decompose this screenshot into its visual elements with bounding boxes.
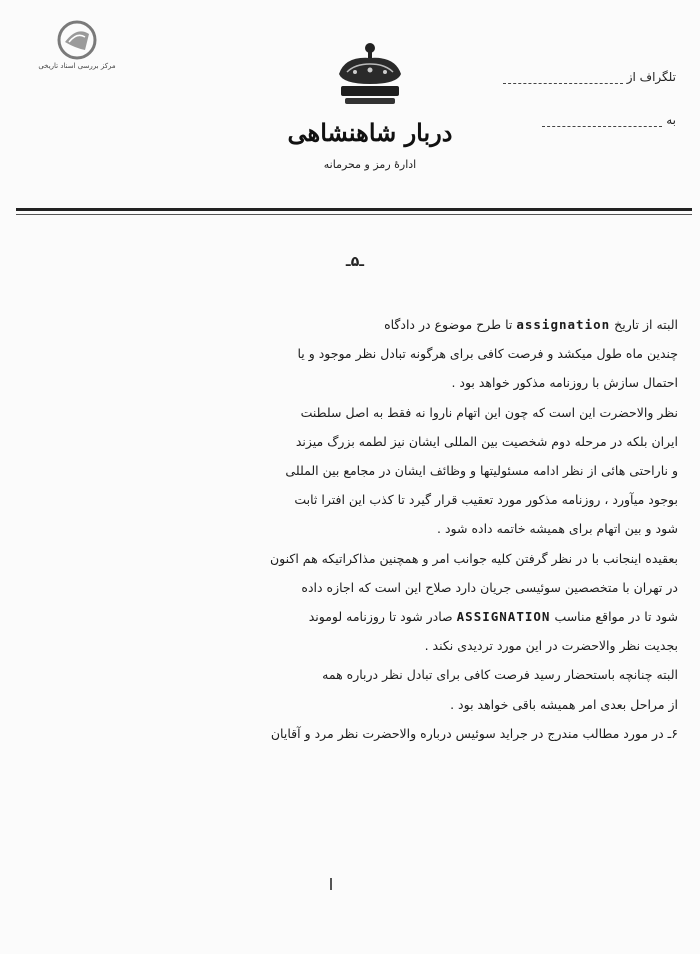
- page-number: ـ۵ـ: [345, 254, 365, 270]
- page-mark: [330, 878, 332, 890]
- body-line: احتمال سازش با روزنامه مذکور خواهد بود .: [451, 375, 678, 391]
- latin-term: assignation: [516, 317, 611, 332]
- archive-watermark: [22, 20, 132, 80]
- header-rule: [16, 208, 692, 211]
- letter-body: [22, 310, 678, 748]
- body-line: شود و بین اتهام برای همیشه خاتمه داده شود .: [437, 521, 678, 537]
- telegram-from-field: [503, 70, 676, 84]
- body-line: بعقیده اینجانب با در نظر گرفتن کلیه جوانب امر و همچنین مذاکراتیکه هم اکنون: [269, 550, 678, 566]
- body-line: در تهران با متخصصین سوئیسی جریان دارد صلاح این است که اجازه داده: [301, 579, 678, 595]
- body-line: بجدیت نظر والاحضرت در این مورد تردیدی نکند .: [424, 638, 678, 654]
- court-title: دربار شاهنشاهی: [287, 118, 453, 147]
- document-center-logo-icon: [57, 20, 97, 60]
- body-line: ایران بلکه در مرحله دوم شخصیت بین المللی ایشان نیز لطمه بزرگ میزند: [295, 433, 678, 449]
- header-rule-thin: [16, 214, 692, 215]
- department-name: ادارهٔ رمز و محرمانه: [323, 158, 417, 171]
- latin-term: ASSIGNATION: [456, 609, 551, 625]
- crown-emblem-icon: [325, 40, 415, 112]
- telegram-to-line: [542, 114, 662, 127]
- body-line: نظر والاحضرت این است که چون این اتهام ناروا نه فقط به اصل سلطنت: [300, 404, 678, 420]
- body-line: شود تا در مواقع مناسب ASSIGNATION صادر شود تا روزنامه لوموند: [308, 609, 678, 625]
- watermark-text: مرکز بررسی اسناد تاریخی: [38, 62, 116, 70]
- body-line: البته چنانچه باستحضار رسید فرصت کافی برای تبادل نظر درباره همه: [322, 667, 678, 683]
- body-line: چندین ماه طول میکشد و فرصت کافی برای هرگونه تبادل نظر موجود و یا: [297, 346, 678, 362]
- body-line: و ناراحتی هائی از نظر ادامه مسئولیتها و وظائف ایشان در مجامع بین المللی: [285, 463, 678, 479]
- body-line: بوجود میآورد ، روزنامه مذکور مورد تعقیب قرار گیرد تا کذب این افترا ثابت: [294, 492, 678, 508]
- body-line: البته از تاریخ assignation تا طرح موضوع در دادگاه: [384, 317, 678, 332]
- telegram-to-label: به: [666, 113, 676, 127]
- body-line: ۶ـ در مورد مطالب مندرج در جراید سوئیس درباره والاحضرت نظر مرد و آقایان: [270, 725, 678, 741]
- telegram-from-label: تلگراف از: [626, 70, 676, 84]
- telegram-from-line: [503, 71, 623, 84]
- telegram-to-field: [542, 113, 676, 127]
- body-line: از مراحل بعدی امر همیشه باقی خواهد بود .: [450, 696, 678, 712]
